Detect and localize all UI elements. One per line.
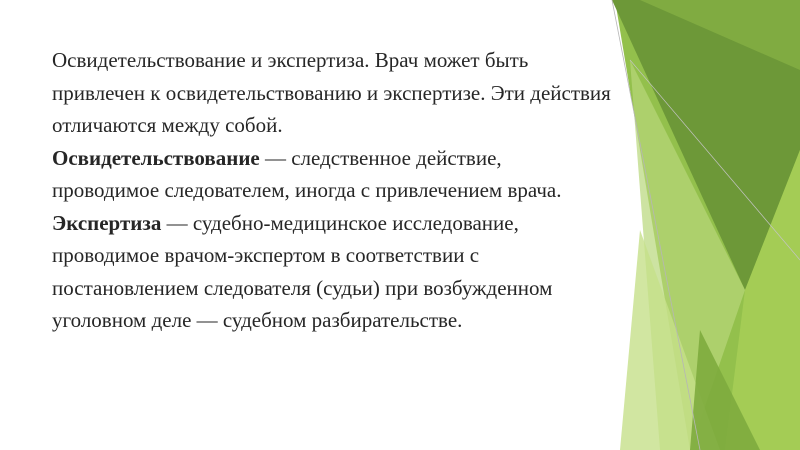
slide-text [52, 44, 612, 337]
paragraph-expertise [52, 207, 612, 337]
paragraph-examination [52, 142, 612, 207]
paragraph-expertise-text: — судебно-медицинское исследование, проводимое врачом-экспертом в соответствии с постановлением следователя (судьи) при возбужденном уголовном деле — судебном разбирательстве. [52, 210, 553, 332]
paragraph-expertise-term: Экспертиза [52, 210, 162, 235]
paragraph-examination-text: — следственное действие, проводимое следователем, иногда с привлечением врача. [52, 145, 562, 202]
paragraph-examination-term: Освидетельствование [52, 145, 260, 170]
paragraph-intro-text: Освидетельствование и экспертиза. Врач может быть привлечен к освидетельствованию и экспертизе. Эти действия отличаются между собой. [52, 48, 611, 137]
paragraph-intro [52, 44, 612, 142]
